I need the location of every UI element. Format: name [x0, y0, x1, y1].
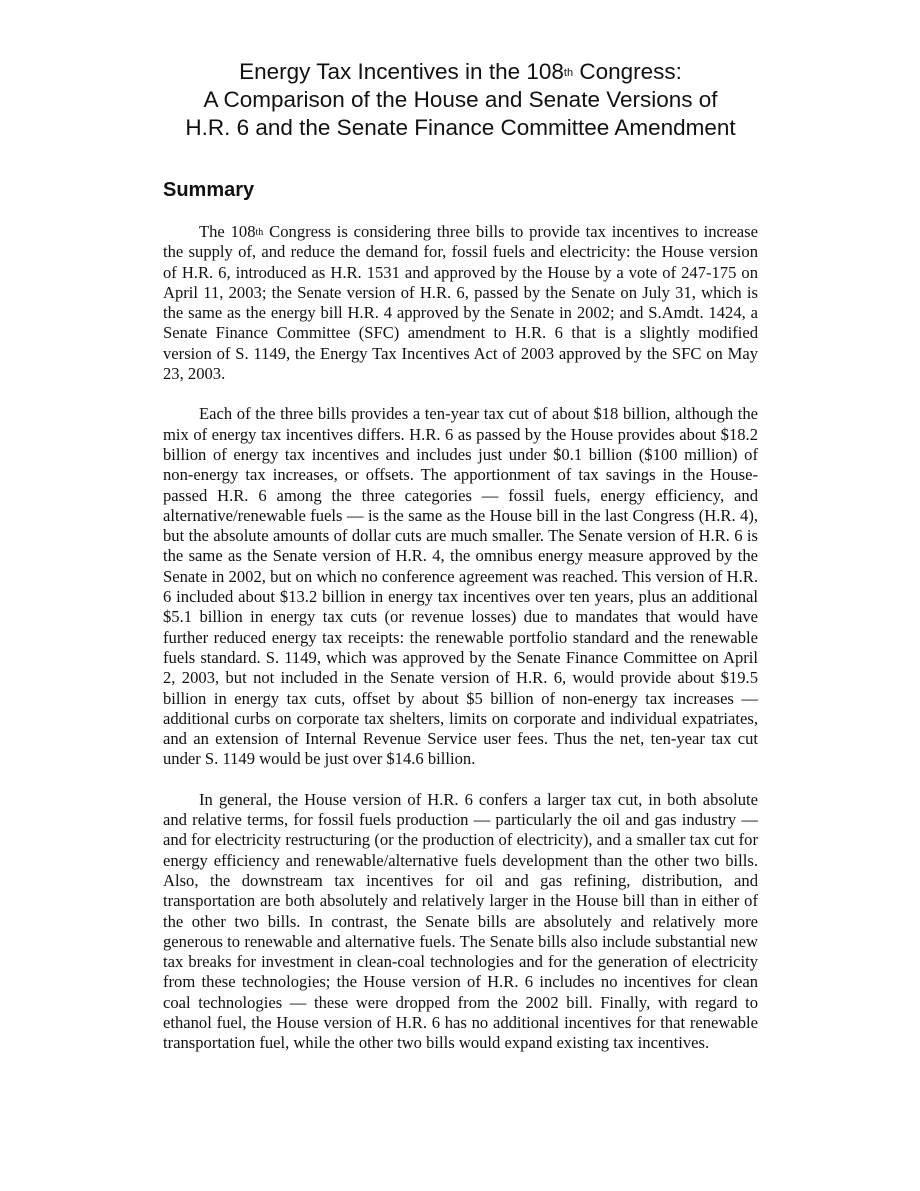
title-line-2: A Comparison of the House and Senate Versions of — [203, 87, 718, 112]
paragraph-1-start: The 108 — [199, 222, 256, 241]
paragraph-1-rest: Congress is considering three bills to provide tax incentives to increase the supply of, and reduce the demand for, fossil fuels and electricity: the House version of H.R. 6, introduced as H.R. 1531 and approved by the House by a vote of 247-175 on April 11, 2003; the Senate version of H.R. 6, passed by the Senate on July 31, which is the same as the energy bill H.R. 4 approved by the Senate in 2002; and S.Amdt. 1424, a Senate Finance Committee (SFC) amendment to H.R. 6 that is a slightly modified version of S. 1149, the Energy Tax Incentives Act of 2003 approved by the SFC on May 23, 2003. — [163, 222, 758, 384]
document-title — [163, 58, 758, 142]
title-ordinal-suffix: th — [563, 67, 574, 79]
summary-body — [163, 222, 758, 1054]
title-line-1-text: Energy Tax Incentives in the 108 — [239, 59, 564, 84]
summary-heading: Summary — [163, 179, 255, 201]
title-line-3: H.R. 6 and the Senate Finance Committee Amendment — [185, 115, 736, 140]
summary-paragraph-3: In general, the House version of H.R. 6 confers a larger tax cut, in both absolute and relative terms, for fossil fuels production — particularly the oil and gas industry — and for electricity restructuring (or the production of electricity), and a smaller tax cut for energy efficiency and renewable/alternative fuels development than the other two bills. Also, the downstream tax incentives for oil and gas refining, distribution, and transportation are both absolutely and relatively larger in the House bill than in either of the other two bills. In contrast, the Senate bills are absolutely and relatively more generous to renewable and alternative fuels. The Senate bills also include substantial new tax breaks for investment in clean-coal technologies and for the generation of electricity from these technologies; the House version of H.R. 6 includes no incentives for clean coal technologies — these were dropped from the 2002 bill. Finally, with regard to ethanol fuel, the House version of H.R. 6 has no additional incentives for that renewable transportation fuel, while the other two bills would expand existing tax incentives. — [163, 789, 758, 1053]
summary-paragraph-2: Each of the three bills provides a ten-year tax cut of about $18 billion, although the mix of energy tax incentives differs. H.R. 6 as passed by the House provides about $18.2 billion of energy tax incentives and includes just under $0.1 billion ($100 million) of non-energy tax increases, or offsets. The apportionment of tax savings in the House-passed H.R. 6 among the three categories — fossil fuels, energy efficiency, and alternative/renewable fuels — is the same as the House bill in the last Congress (H.R. 4), but the absolute amounts of dollar cuts are much smaller. The Senate version of H.R. 6 is the same as the Senate version of H.R. 4, the omnibus energy measure approved by the Senate in 2002, but on which no conference agreement was reached. This version of H.R. 6 included about $13.2 billion in energy tax incentives over ten years, plus an additional $5.1 billion in energy tax cuts (or revenue losses) due to mandates that would have further reduced energy tax receipts: the renewable portfolio standard and the renewable fuels standard. S. 1149, which was approved by the Senate Finance Committee on April 2, 2003, but not included in the Senate version of H.R. 6, would provide about $19.5 billion in energy tax cuts, offset by about $5 billion of non-energy tax increases — additional curbs on corporate tax shelters, limits on corporate and individual expatriates, and an extension of Internal Revenue Service user fees. Thus the net, ten-year tax cut under S. 1149 would be just over $14.6 billion. — [163, 404, 758, 769]
document-page — [163, 0, 758, 1074]
title-line-1-end: Congress: — [573, 59, 682, 84]
title-line-1 — [163, 58, 758, 86]
paragraph-1-ordinal-suffix: th — [255, 227, 264, 238]
summary-paragraph-1 — [163, 222, 758, 384]
